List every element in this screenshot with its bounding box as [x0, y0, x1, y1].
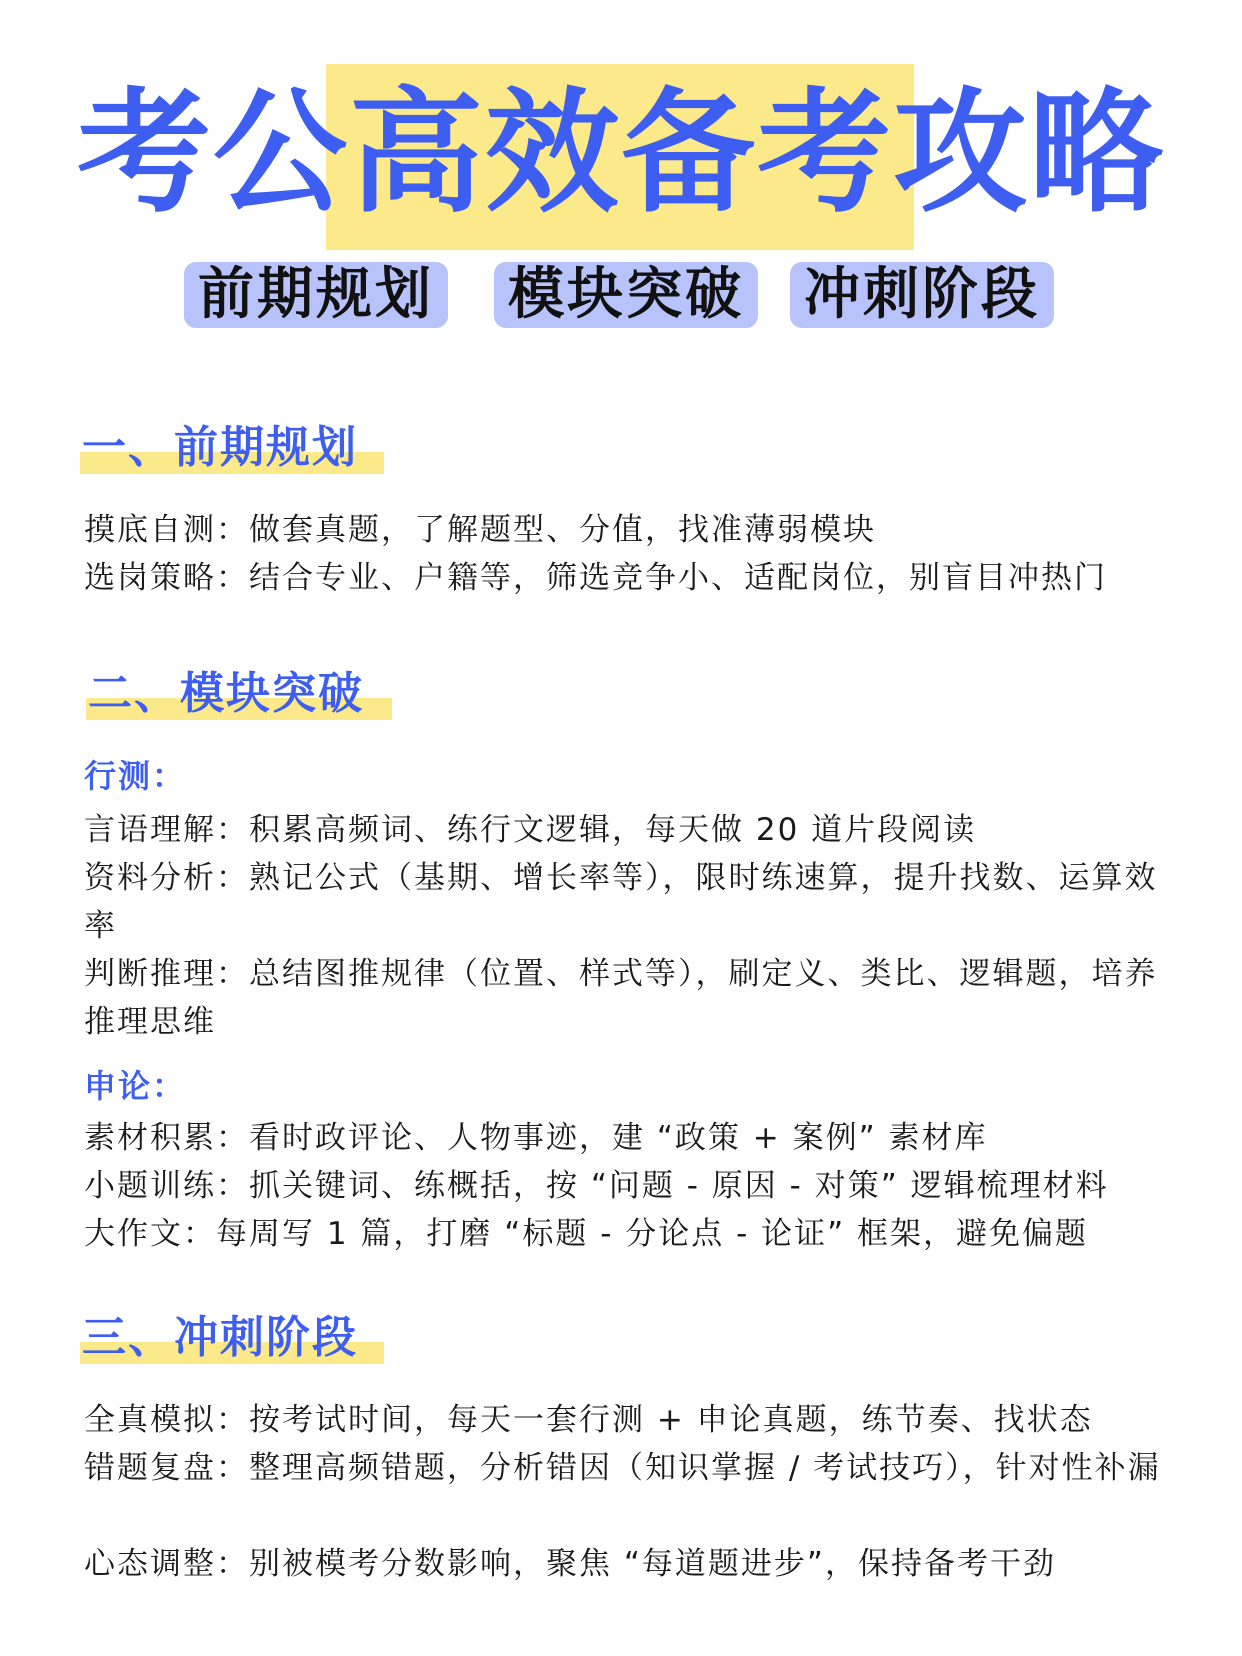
tag-row: [0, 262, 1242, 332]
shenlun-line-2: 小题训练：抓关键词、练概括，按 “问题 - 原因 - 对策” 逻辑梳理材料: [84, 1168, 1109, 1204]
subheading-xingce: 行测：: [84, 757, 187, 795]
section-heading-text: 一、前期规划: [82, 422, 358, 473]
page-title: 考公高效备考攻略: [76, 75, 1165, 231]
xingce-line-2: 资料分析：熟记公式（基期、增长率等），限时练速算，提升找数、运算效率: [84, 860, 1158, 944]
shenlun-line-3: 大作文：每周写 1 篇，打磨 “标题 - 分论点 - 论证” 框架，避免偏题: [84, 1216, 1089, 1252]
sprint-line-3: 心态调整：别被模考分数影响，聚焦 “每道题进步”，保持备考干劲: [84, 1546, 1056, 1582]
section-heading-text: 二、模块突破: [88, 668, 364, 719]
plan-line-1: 摸底自测：做套真题，了解题型、分值，找准薄弱模块: [84, 512, 876, 548]
section-heading-modules: [86, 664, 364, 724]
sprint-line-1: 全真模拟：按考试时间，每天一套行测 + 申论真题，练节奏、找状态: [84, 1402, 1093, 1438]
section-heading-plan: [80, 418, 358, 478]
tag-sprint: 冲刺阶段: [790, 262, 1054, 328]
subheading-shenlun: 申论：: [84, 1067, 187, 1105]
xingce-line-1: 言语理解：积累高频词、练行文逻辑，每天做 20 道片段阅读: [84, 812, 977, 848]
plan-line-2: 选岗策略：结合专业、户籍等，筛选竞争小、适配岗位，别盲目冲热门: [84, 560, 1107, 596]
shenlun-line-1: 素材积累：看时政评论、人物事迹，建 “政策 + 案例” 素材库: [84, 1120, 988, 1156]
section-heading-text: 三、冲刺阶段: [82, 1312, 358, 1363]
xingce-line-3: 判断推理：总结图推规律（位置、样式等），刷定义、类比、逻辑题，培养推理思维: [84, 956, 1158, 1040]
tag-plan: 前期规划: [184, 262, 448, 328]
section-heading-sprint: [80, 1308, 358, 1368]
tag-modules: 模块突破: [494, 262, 758, 328]
title-banner: [0, 60, 1242, 260]
sprint-line-2: 错题复盘：整理高频错题，分析错因（知识掌握 / 考试技巧），针对性补漏: [84, 1450, 1161, 1486]
